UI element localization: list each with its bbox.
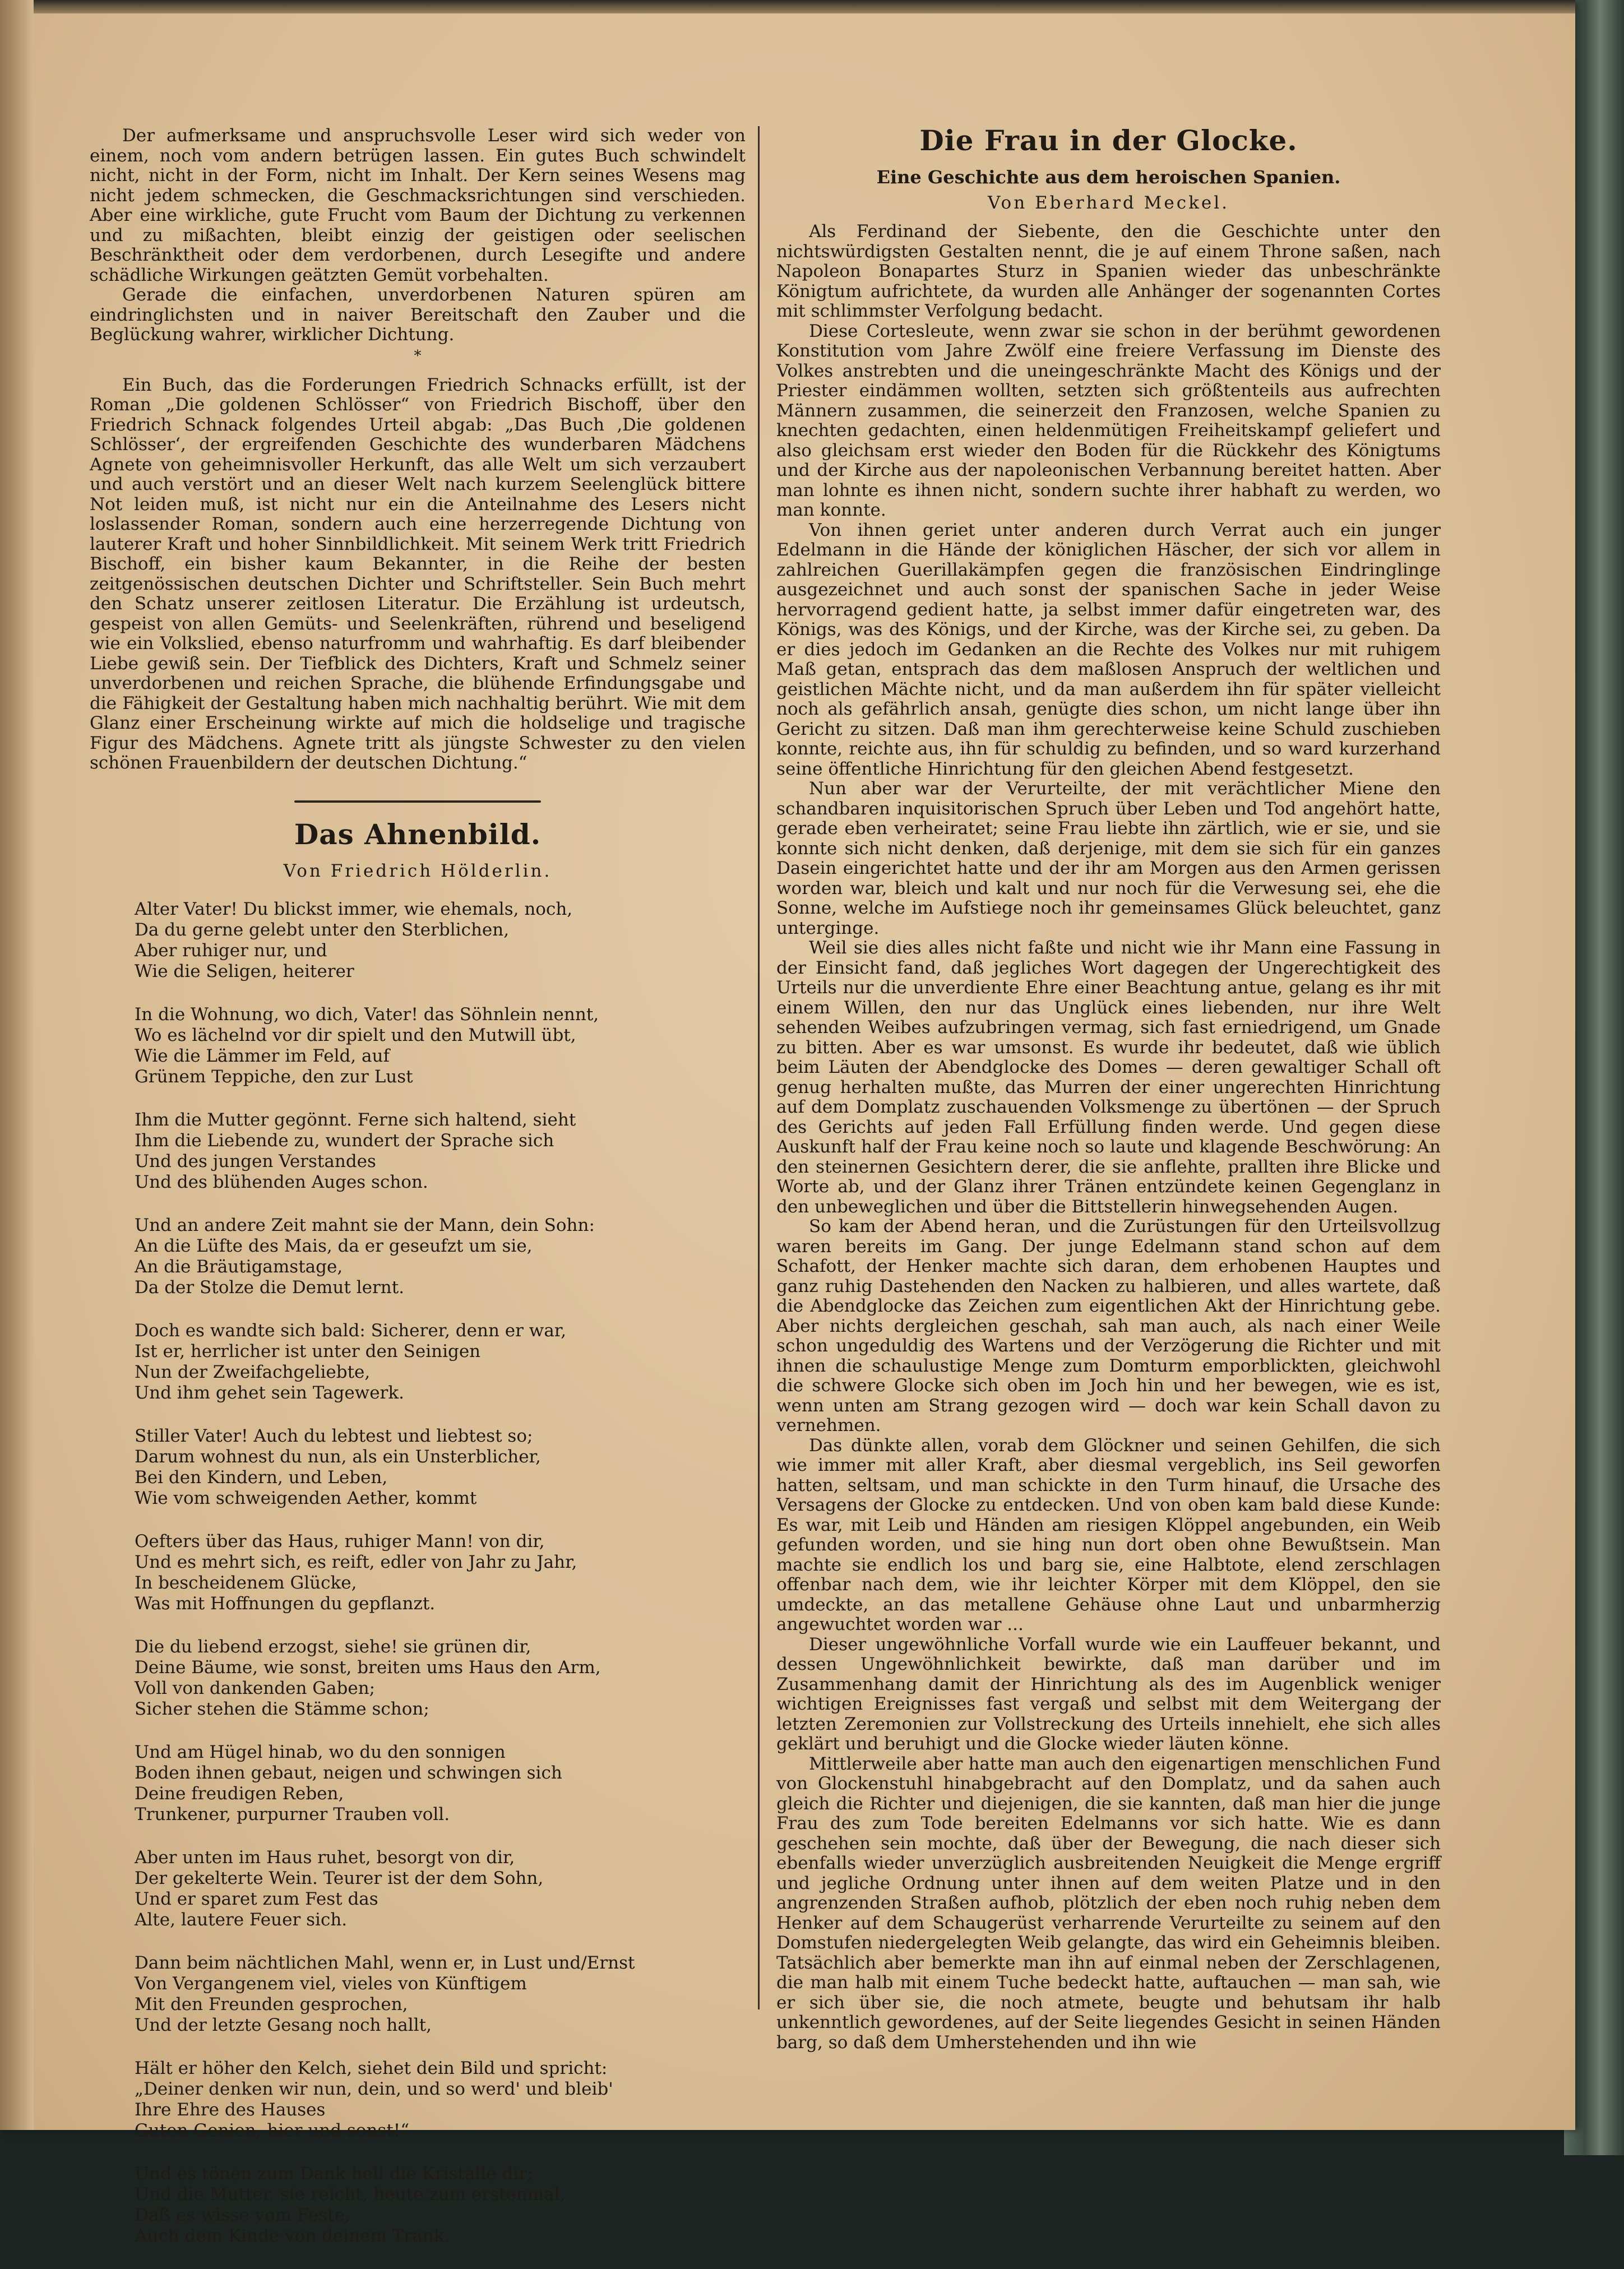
story-paragraph: Mittlerweile aber hatte man auch den eigenartigen menschlichen Fund von Glockenstuhl hinabgebracht auf den Domplatz, und da sahen auch gleich die Richter und diejenigen, die sie kannten, daß man hier die junge Frau des zum Tode bereiten Edelmanns vor sich hatte. Wie es dann geschehen sein mochte, daß über der Bewegung, die nach dieser sich ebenfalls wieder unverzüglich ausbreitenden Neuigkeit die Menge ergriff und jegliche Ordnung unter ihnen auf dem weiten Platze und in den angrenzenden Straßen aufhob, plötzlich der eben noch ruhig neben dem Henker auf dem Schaugerüst verharrende Verurteilte zu seinem auf den Domstufen niedergelegten Weib gelangte, das wird ein Geheimnis bleiben. Tatsächlich aber bemerkte man ihn auf einmal neben der Zerschlagenen, die man halb mit einem Tuche bedeckt hatte, auftauchen — man sah, wie er sich über sie, die noch atmete, beugte und behutsam ihr halb unkenntlich gewordenes, auf der Seite liegendes Gesicht in seinen Händen barg, so daß dem Umherstehenden und ihn wie [776,1753,1441,2053]
poem-line: Und an andere Zeit mahnt sie der Mann, dein Sohn: [135,1215,595,1235]
poem-line: Ist er, herrlicher ist unter den Seinigen [135,1341,481,1362]
poem-line: Boden ihnen gebaut, neigen und schwingen sich [135,1762,562,1783]
poem-line: Und es tönen zum Dank hell die Kristalle dir; [135,2163,533,2184]
poem-line: Und die Mutter, sie reicht, heute zum erstenmal, [135,2184,566,2205]
poem-line: Trunkener, purpurner Trauben voll. [135,1804,450,1825]
poem-line: „Deiner denken wir nun, dein, und so werd' und bleib' [135,2078,613,2099]
poem-title: Das Ahnenbild. [294,817,542,851]
poem-line: Ihm die Liebende zu, wundert der Sprache sich [135,1130,554,1151]
poem-line: Und am Hügel hinab, wo du den sonnigen [135,1742,506,1762]
poem-line: Stiller Vater! Auch du lebtest und liebtest so; [135,1425,533,1446]
poem-stanza [135,1321,746,1404]
story-paragraph: Das dünkte allen, vorab dem Glöckner und seinen Gehilfen, die sich wie immer mit aller Kraft, aber diesmal vergeblich, ins Seil geworfen hatten, seltsam, und man schickte in den Turm hinauf, die Ursache des Versagens der Glocke zu entdecken. Und von oben kam bald diese Kunde: Es war, mit Leib und Händen am riesigen Klöppel angebunden, ein Weib gefunden worden, und sie hing nun dort oben ohne Bewußtsein. Man machte sie endlich los und barg sie, eine Halbtote, elend zerschlagen offenbar nach dem, wie ihr leichter Körper mit dem Klöppel, den sie umdeckte, an das metallene Gehäuse ohne Laut und unbarmherzig angewuchtet worden war ... [776,1435,1441,1634]
poem-line: Und des blühenden Auges schon. [135,1171,428,1192]
poem-line: Wie die Lämmer im Feld, auf [135,1045,390,1066]
poem-line: Doch es wandte sich bald: Sicherer, denn er war, [135,1320,567,1341]
poem-line: Bei den Kindern, und Leben, [135,1467,388,1488]
poem-line: Guten Genien, hier und sonst!“ [135,2120,410,2141]
poem-line: Und es mehrt sich, es reift, edler von Jahr zu Jahr, [135,1552,577,1572]
poem-body [135,899,746,2247]
poem-line: Die du liebend erzogst, siehe! sie grünen dir, [135,1636,531,1657]
story-paragraph: Dieser ungewöhnliche Vorfall wurde wie ein Lauffeuer bekannt, und dessen Ungewöhnlichkeit bewirkte, daß man darüber und im Zusammenhang damit der Hinrichtung als des im Augenblick weniger wichtigen Ereignisses fast vergaß und selbst mit dem Weitergang der letzten Zeremonien zur Vollstreckung des Urteils innehielt, ehe sich alles geklärt und beruhigt und die Glocke wieder läuten könne. [776,1634,1441,1754]
section-divider-rule [294,800,541,803]
story-paragraph: Diese Cortesleute, wenn zwar sie schon in der berühmt gewordenen Konstitution vom Jahre Zwölf eine freiere Verfassung im Dienste des Volkes anstrebten und die uneingeschränkte Macht des Königs und der Priester eindämmen wollten, setzten sich größtenteils aus aufrechten Männern zusammen, die seinerzeit den Franzosen, welche Spanien zu knechten gedachten, einen heldenmütigen Freiheitskampf geliefert und also gleichsam erst wieder den Boden für die Rückkehr des Königtums und der Kirche aus der napoleonischen Verbannung bereitet hatten. Aber man lohnte es ihnen nicht, sondern suchte ihrer habhaft zu werden, wo man konnte. [776,321,1441,520]
poem-line: Auch dem Kinde von deinem Trank. [135,2225,450,2246]
poem-line: Mit den Freunden gesprochen, [135,1994,408,2015]
intro-paragraph: Gerade die einfachen, unverdorbenen Naturen spüren am eindringlichsten und in naiver Bereitschaft den Zauber und die Beglückung wahrer, wirklicher Dichtung. [90,285,746,345]
poem-line: Voll von dankenden Gaben; [135,1678,376,1698]
poem-line: In die Wohnung, wo dich, Vater! das Söhnlein nennt, [135,1004,599,1025]
poem-line: Und er sparet zum Fest das [135,1888,378,1909]
poem-stanza [135,899,746,982]
poem-line: Von Vergangenem viel, vieles von Künftigem [135,1973,527,1994]
story-paragraph: Weil sie dies alles nicht faßte und nicht wie ihr Mann eine Fassung in der Einsicht fand, daß jegliches Wort dagegen der Ungerechtigkeit des Urteils nur die unverdiente Ehre einer Beachtung antue, gelang es ihr mit einem Willen, den nur das Unglück eines liebenden, nur ihre Welt sehenden Weibes aufzubringen vermag, sich fast erniedrigend, um Gnade zu bitten. Aber es war umsonst. Es wurde ihr bedeutet, daß wie üblich beim Läuten der Abendglocke des Domes — deren gewaltiger Schall oft genug herhalten mußte, das Murren der einer ungerechten Hinrichtung auf dem Domplatz zuschauenden Volksmenge zu übertönen — der Spruch des Gerichts auf jeden Fall Erfüllung finden werde. Und gegen diese Auskunft half der Frau keine noch so laute und klagende Beschwörung: An den steinernen Gesichtern derer, die sie anflehte, prallten ihre Blicke und Worte ab, und der Glanz ihrer Tränen entzündete keinen Gegenglanz in den unbeweglichen und über die Bittstellerin hinwegsehenden Augen. [776,938,1441,1217]
poem-line: Sicher stehen die Stämme schon; [135,1698,429,1719]
page-top-edge [0,0,1575,13]
story-title: Die Frau in der Glocke. [919,124,1298,157]
review-paragraph: Ein Buch, das die Forderungen Friedrich Schnacks erfüllt, ist der Roman „Die goldenen Schlösser“ von Friedrich Bischoff, über den Friedrich Schnack folgendes Urteil abgab: „Das Buch ‚Die goldenen Schlösser‘, der ergreifenden Geschichte des wunderbaren Mädchens Agnete von geheimnisvoller Herkunft, das alle Welt um sich verzaubert und auch verstört und an dieser Welt nach kurzem Seelenglück bittere Not leiden muß, ist nicht nur ein die Anteilnahme des Lesers nicht loslassender Roman, sondern auch eine herzerregende Dichtung von lauterer Kraft und hoher Sinnbildlichkeit. Mit seinem Werk tritt Friedrich Bischoff, ein bisher kaum Bekannter, in die Reihe der besten zeitgenössischen deutschen Dichter und Schriftsteller. Sein Buch mehrt den Schatz unserer zeitlosen Literatur. Die Erzählung ist urdeutsch, gespeist von allen Gemüts- und Seelenkräften, rührend und beseligend wie ein Volkslied, ebenso naturfromm und wahrhaftig. Es darf bleibender Liebe gewiß sein. Der Tiefblick des Dichters, Kraft und Schmelz seiner unverdorbenen und reichen Sprache, die blühende Erfindungsgabe und die Fähigkeit der Gestaltung haben mich nachhaltig berührt. Wie mit dem Glanz einer Erscheinung wirkte auf mich die holdselige und tragische Figur des Mädchens. Agnete tritt als jüngste Schwester zu den vielen schönen Frauenbildern der deutschen Dichtung.“ [90,374,746,773]
right-column [776,123,1441,2053]
poem-line: Aber unten im Haus ruhet, besorgt von dir, [135,1847,515,1868]
poem-stanza [135,1531,746,1614]
poem-line: Und der letzte Gesang noch hallt, [135,2015,432,2035]
poem-line: Ihre Ehre des Hauses [135,2099,326,2120]
poem-line: Wo es lächelnd vor dir spielt und den Mutwill übt, [135,1025,576,1045]
section-separator: * [414,347,422,364]
poem-line: Und des jungen Verstandes [135,1151,376,1171]
poem-stanza [135,1847,746,1930]
poem-line: Ihm die Mutter gegönnt. Ferne sich haltend, sieht [135,1109,576,1130]
intro-paragraph: Der aufmerksame und anspruchsvolle Leser wird sich weder von einem, noch vom andern betrügen lassen. Ein gutes Buch schwindelt nicht, nicht in der Form, nicht im Inhalt. Der Kern seines Wesens mag nicht jedem schmecken, die Geschmacksrichtungen sind verschieden. Aber eine wirkliche, gute Frucht vom Baum der Dichtung zu verkennen und zu mißachten, bleibt einzig der geistigen oder seelischen Beschränktheit oder dem verdorbenen, durch Lesegifte und andere schädliche Wirkungen geätzten Gemüt vorbehalten. [90,126,746,285]
poem-stanza [135,1953,746,2036]
story-paragraph: Als Ferdinand der Siebente, den die Geschichte unter den nichtswürdigsten Gestalten nennt, die je auf einem Throne saßen, nach Napoleon Bonapartes Sturz in Spanien wieder das unbeschränkte Königtum aufrichtete, da wurden alle Anhänger der sogenannten Cortes mit schlimmster Verfolgung bedacht. [776,221,1441,321]
story-paragraph: Nun aber war der Verurteilte, der mit verächtlicher Miene den schandbaren inquisitorischen Spruch über Leben und Tod angehört hatte, gerade eben verheiratet; seine Frau liebte ihn zärtlich, wie er sie, und sie konnte sich nicht denken, daß derjenige, mit dem sie sich für ein ganzes Dasein eingerichtet hatte und der ihr am Morgen aus den Armen gerissen worden war, bleich und kalt und nur noch für die Verwesung sei, ehe die Sonne, welche im Aufstiege noch ihr gemeinsames Glück beleuchtet, ganz unterginge. [776,779,1441,938]
poem-stanza [135,1426,746,1509]
poem-stanza [135,1215,746,1298]
poem-line: Oefters über das Haus, ruhiger Mann! von dir, [135,1531,545,1552]
story-subtitle: Eine Geschichte aus dem heroischen Spanien. [876,166,1341,188]
poem-stanza [135,1637,746,1720]
poem-line: Alte, lautere Feuer sich. [135,1909,348,1930]
poem-line: Grünem Teppiche, den zur Lust [135,1066,413,1087]
poem-stanza [135,1742,746,1825]
left-column [90,126,746,2269]
poem-line: Darum wohnest du nun, als ein Unsterblicher, [135,1446,541,1467]
poem-line: Der gekelterte Wein. Teurer ist der dem Sohn, [135,1868,544,1888]
binding-spine [0,0,34,2130]
story-byline: Von Eberhard Meckel. [988,193,1229,213]
poem-line: Und ihm gehet sein Tagewerk. [135,1382,404,1403]
column-divider [758,126,760,2009]
poem-line: Wie die Seligen, heiterer [135,961,354,981]
poem-stanza [135,2058,746,2141]
poem-stanza [135,2164,746,2247]
story-body [776,222,1441,2053]
poem-line: An die Lüfte des Mais, da er geseufzt um sie, [135,1235,533,1256]
story-paragraph: So kam der Abend heran, und die Zurüstungen für den Urteilsvollzug waren bereits im Gang. Der junge Edelmann stand schon auf dem Schafott, der Henker machte sich daran, dem erhobenen Hauptes und ganz ruhig Dastehenden den Nacken zu halbieren, und alles wartete, daß die Abendglocke das Zeichen zum eigentlichen Akt der Hinrichtung gebe. Aber nichts dergleichen geschah, sah man auch, als nach einer Weile schon ungeduldig des Wartens und der Verzögerung die Richter und mit ihnen die schaulustige Menge zum Domturm emporblickten, gleichwohl die schwere Glocke sich oben im Joch hin und her bewegen, wie es ist, wenn unten am Strang gezogen wird — doch war kein Schall davon zu vernehmen. [776,1216,1441,1436]
poem-stanza [135,1110,746,1193]
poem-line: Aber ruhiger nur, und [135,940,327,961]
poem-line: Deine Bäume, wie sonst, breiten ums Haus den Arm, [135,1657,601,1678]
poem-line: Da du gerne gelebt unter den Sterblichen, [135,919,510,940]
poem-stanza [135,1004,746,1087]
story-paragraph: Von ihnen geriet unter anderen durch Verrat auch ein junger Edelmann in die Hände der königlichen Häscher, der sich vor allem in zahlreichen Guerillakämpfen gegen die französischen Eindringlinge ausgezeichnet und auch sonst der spanischen Sache in jeder Weise hervorragend gedient hatte, ja selbst immer dafür eingetreten war, des Königs, was des Königs, und der Kirche, was der Kirche sei, zu geben. Da er dies jedoch im Gedanken an die Rechte des Volkes nur mit ruhigem Maß getan, entsprach das dem maßlosen Anspruch der weltlichen und geistlichen Mächte nicht, und da man außerdem ihn für später vielleicht noch als gefährlich ansah, genügte dies schon, um nicht lange über ihn Gericht zu sitzen. Daß man ihm gerechterweise keine Schuld zuschieben konnte, reichte aus, ihn für schuldig zu befinden, und so ward kurzerhand seine öffentliche Hinrichtung für den gleichen Abend festgesetzt. [776,520,1441,779]
poem-line: In bescheidenem Glücke, [135,1572,357,1593]
poem-line: Alter Vater! Du blickst immer, wie ehemals, noch, [135,899,573,919]
poem-line: Daß es wisse vom Feste, [135,2205,350,2225]
poem-line: An die Bräutigamstage, [135,1256,343,1277]
poem-line: Da der Stolze die Demut lernt. [135,1277,405,1298]
poem-line: Hält er höher den Kelch, siehet dein Bild und spricht: [135,2058,608,2078]
poem-line: Wie vom schweigenden Aether, kommt [135,1488,477,1508]
poem-line: Deine freudigen Reben, [135,1783,344,1804]
poem-byline: Von Friedrich Hölderlin. [283,860,552,881]
poem-line: Dann beim nächtlichen Mahl, wenn er, in Lust und/Ernst [135,1952,635,1973]
poem-line: Nun der Zweifachgeliebte, [135,1362,371,1382]
poem-line: Was mit Hoffnungen du gepflanzt. [135,1593,436,1614]
